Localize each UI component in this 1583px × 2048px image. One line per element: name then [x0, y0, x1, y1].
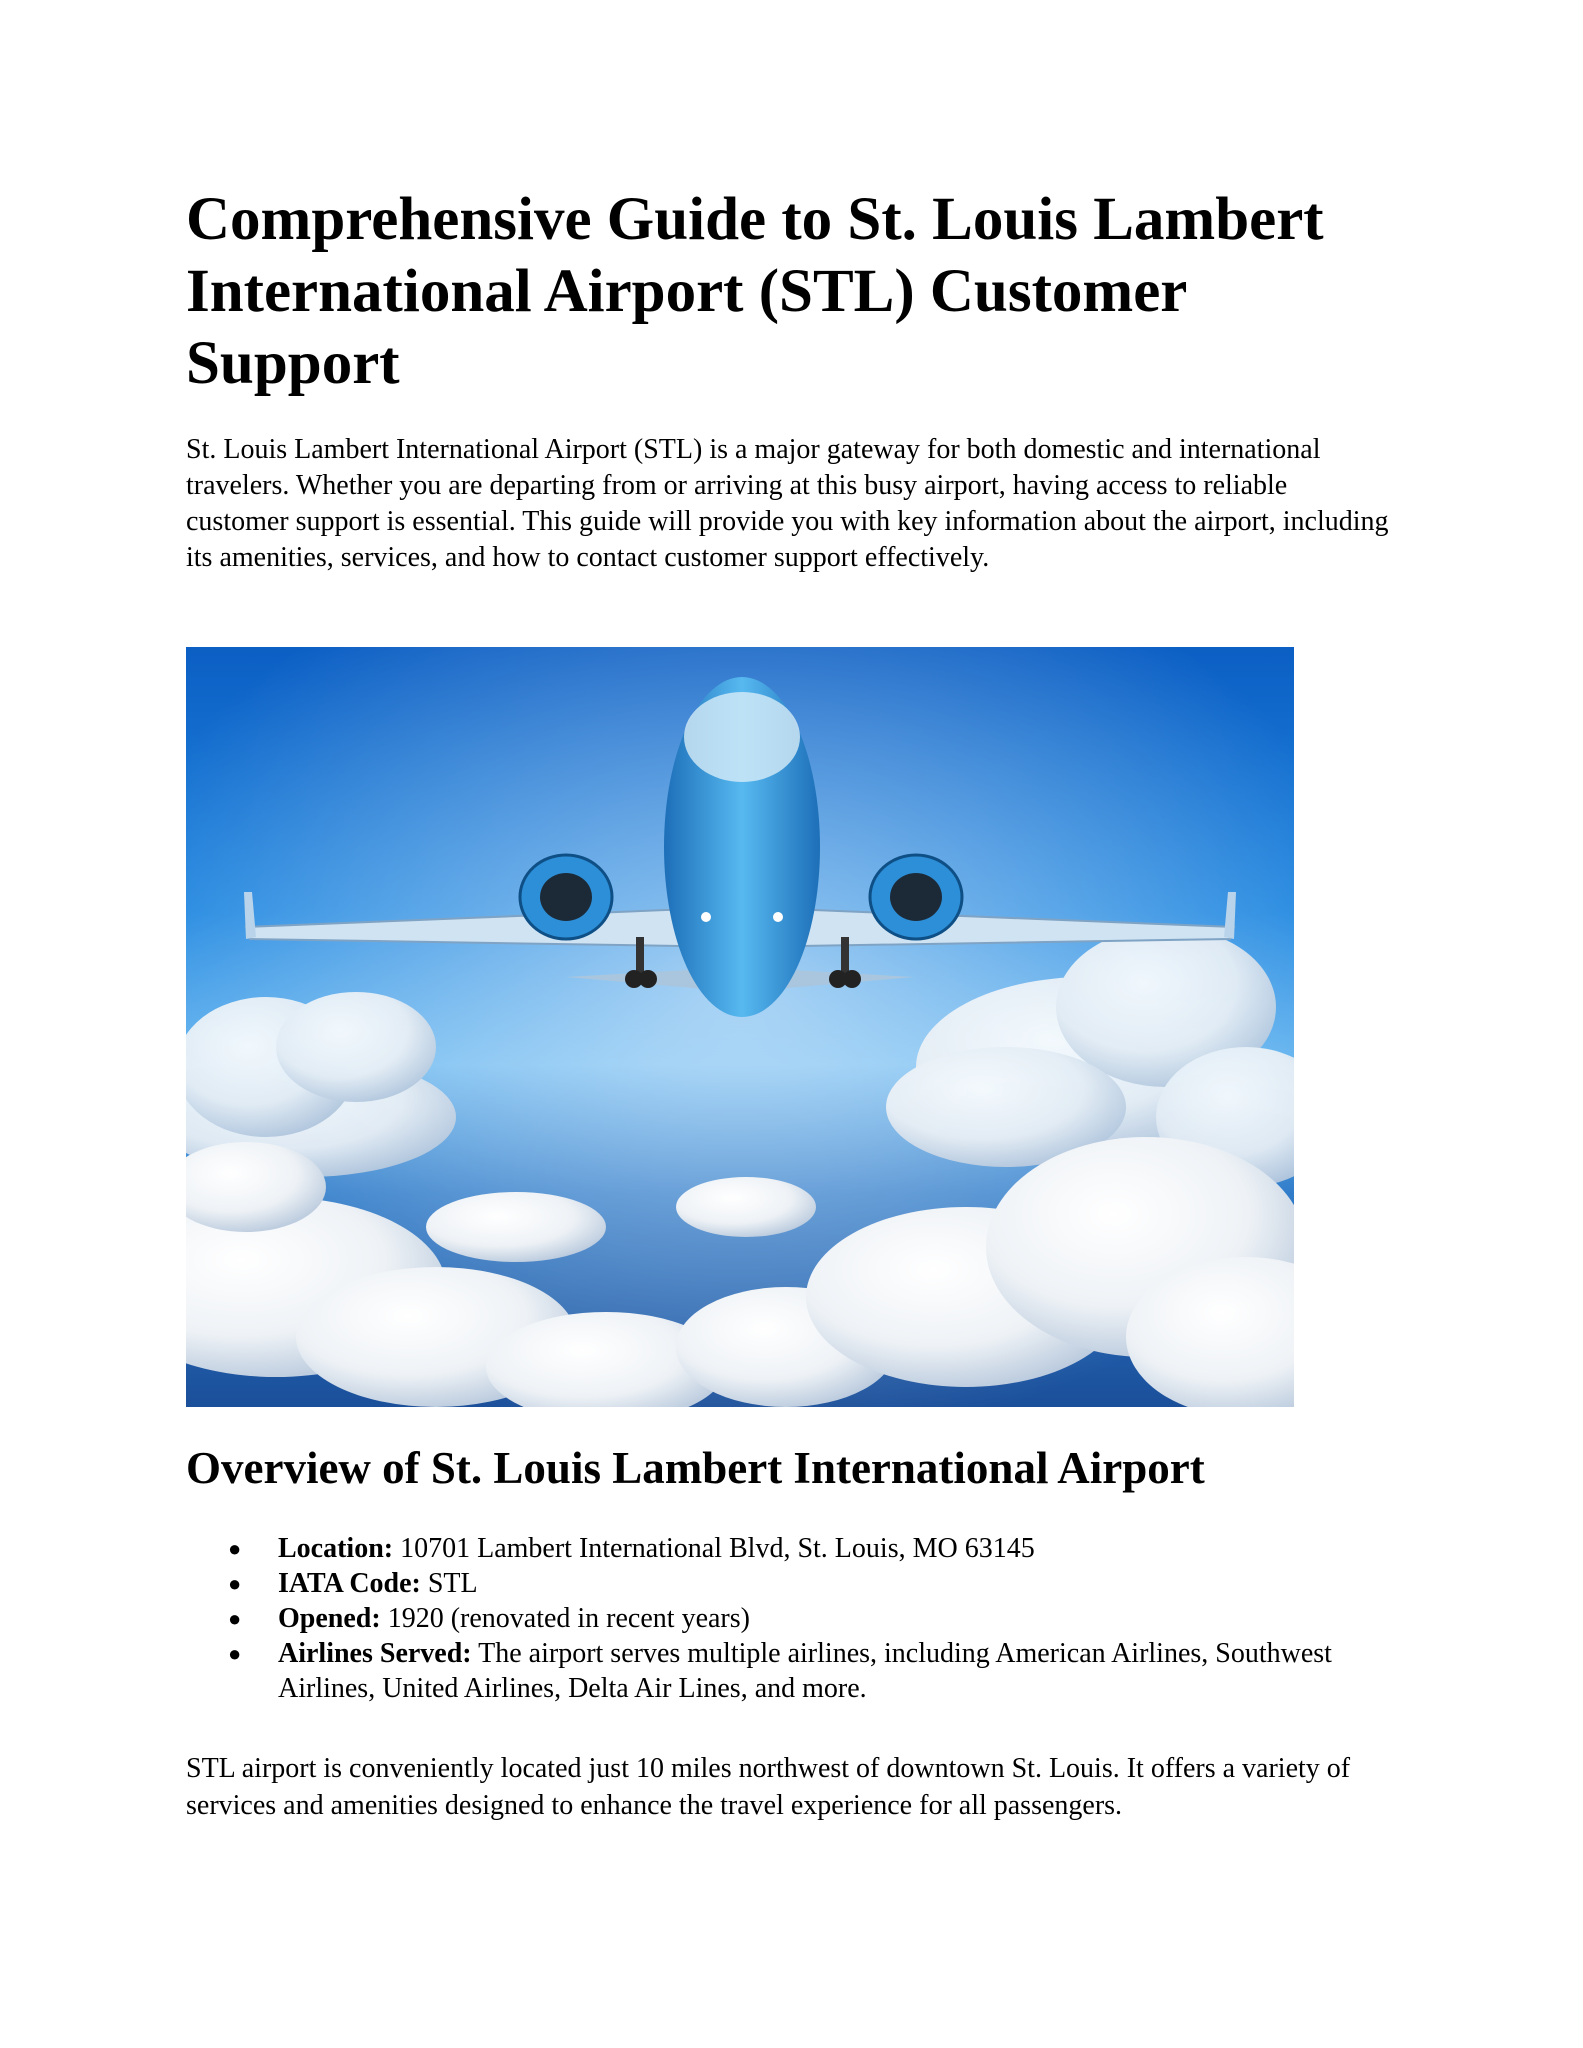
fact-value: 10701 Lambert International Blvd, St. Louis, MO 63145: [400, 1533, 1035, 1564]
fact-value: The airport serves multiple airlines, including American Airlines, Southwest Airlines, United Airlines, Delta Air Lines, and more.: [278, 1638, 1332, 1704]
fact-label: Opened:: [278, 1603, 381, 1634]
overview-heading: Overview of St. Louis Lambert International Airport: [186, 1443, 1205, 1493]
list-item: [186, 1601, 1336, 1636]
fact-value: 1920 (renovated in recent years): [387, 1603, 750, 1634]
fact-label: Airlines Served:: [278, 1638, 472, 1669]
fact-label: IATA Code:: [278, 1568, 421, 1599]
airplane-image: [186, 647, 1294, 1407]
bullet-icon: ●: [228, 1536, 242, 1561]
fact-label: Location:: [278, 1533, 394, 1564]
bullet-icon: ●: [228, 1606, 242, 1631]
page-title: Comprehensive Guide to St. Louis Lambert International Airport (STL) Customer Support: [186, 186, 1324, 397]
intro-paragraph: St. Louis Lambert International Airport (STL) is a major gateway for both domestic and international travelers. Whether you are departing from or arriving at this busy airport, having access to reliable customer support is essential. This guide will provide you with key information about the airport, including its amenities, services, and how to contact customer support effectively.: [186, 434, 1389, 573]
list-item: [186, 1531, 1336, 1566]
bullet-icon: ●: [228, 1641, 242, 1666]
overview-facts-list: [186, 1531, 1336, 1706]
bullet-icon: ●: [228, 1571, 242, 1596]
closing-paragraph: STL airport is conveniently located just 10 miles northwest of downtown St. Louis. It offers a variety of services and amenities designed to enhance the travel experience for all passengers.: [186, 1753, 1351, 1821]
fact-value: STL: [427, 1568, 478, 1599]
list-item: [186, 1566, 1336, 1601]
list-item: [186, 1636, 1336, 1706]
